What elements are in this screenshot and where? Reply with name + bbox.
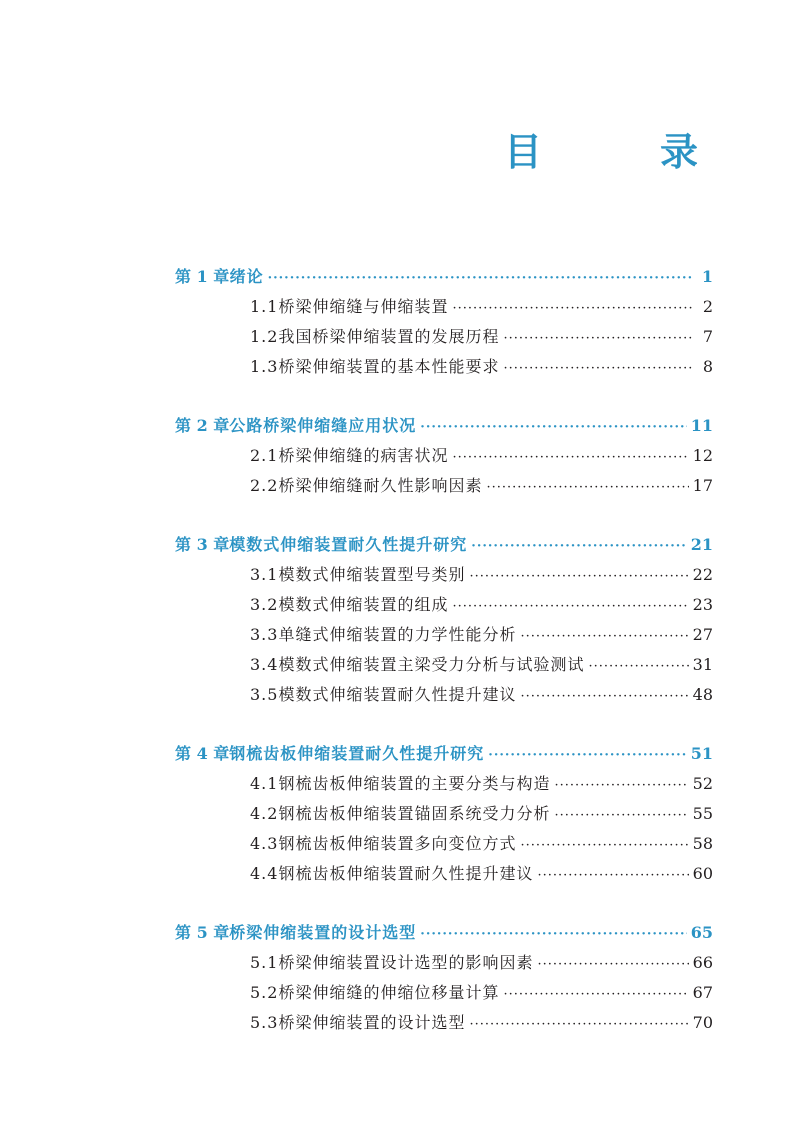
dot-leader [452, 592, 688, 622]
section-number: 4.2 [250, 804, 279, 823]
dot-leader [471, 532, 686, 562]
chapter-block [175, 530, 713, 710]
section-number: 1.3 [250, 357, 279, 376]
section-entry[interactable] [175, 680, 713, 710]
dot-leader [488, 741, 686, 771]
chapter-entry[interactable] [175, 739, 713, 769]
dot-leader [520, 682, 688, 712]
chapter-block [175, 918, 713, 1038]
section-entry[interactable] [175, 799, 713, 829]
section-number: 3.5 [250, 685, 279, 704]
chapter-page-number: 51 [690, 744, 713, 763]
chapter-page-number: 11 [690, 416, 713, 435]
section-page-number: 66 [692, 953, 713, 972]
section-entry[interactable] [175, 352, 713, 382]
chapter-entry[interactable] [175, 411, 713, 441]
section-number: 5.3 [250, 1013, 279, 1032]
section-number: 5.2 [250, 983, 279, 1002]
dot-leader [537, 861, 688, 891]
section-title: 单缝式伸缩装置的力学性能分析 [278, 625, 517, 644]
section-page-number: 58 [692, 834, 713, 853]
chapter-page-number: 21 [690, 535, 713, 554]
section-entry[interactable] [175, 560, 713, 590]
section-title: 模数式伸缩装置的组成 [278, 595, 449, 614]
chapter-block [175, 411, 713, 501]
section-entry[interactable] [175, 322, 713, 352]
chapter-title: 钢梳齿板伸缩装置耐久性提升研究 [229, 744, 485, 763]
section-entry[interactable] [175, 650, 713, 680]
dot-leader [520, 622, 688, 652]
chapter-title: 桥梁伸缩装置的设计选型 [229, 923, 417, 942]
section-title: 桥梁伸缩装置的基本性能要求 [278, 357, 500, 376]
chapter-number: 第 5 章 [175, 923, 230, 942]
section-title: 模数式伸缩装置主梁受力分析与试验测试 [278, 655, 585, 674]
section-page-number: 48 [692, 685, 713, 704]
chapter-entry[interactable] [175, 530, 713, 560]
section-entry[interactable] [175, 829, 713, 859]
chapter-title: 公路桥梁伸缩缝应用状况 [229, 416, 417, 435]
dot-leader [537, 950, 688, 980]
section-entry[interactable] [175, 859, 713, 889]
section-number: 1.2 [250, 327, 279, 346]
dot-leader [452, 294, 693, 324]
section-title: 桥梁伸缩缝耐久性影响因素 [278, 476, 483, 495]
section-title: 桥梁伸缩缝的伸缩位移量计算 [278, 983, 500, 1002]
section-title: 桥梁伸缩装置设计选型的影响因素 [278, 953, 534, 972]
section-entry[interactable] [175, 292, 713, 322]
chapter-number: 第 1 章 [175, 267, 230, 286]
section-page-number: 60 [692, 864, 713, 883]
section-entry[interactable] [175, 471, 713, 501]
dot-leader [503, 354, 693, 384]
section-title: 钢梳齿板伸缩装置多向变位方式 [278, 834, 517, 853]
chapter-entry[interactable] [175, 918, 713, 948]
section-page-number: 27 [692, 625, 713, 644]
section-number: 3.4 [250, 655, 279, 674]
section-page-number: 52 [692, 774, 713, 793]
chapter-block [175, 739, 713, 889]
dot-leader [503, 324, 693, 354]
dot-leader [268, 264, 693, 294]
dot-leader [420, 920, 686, 950]
dot-leader [520, 831, 688, 861]
chapter-number: 第 2 章 [175, 416, 230, 435]
dot-leader [554, 801, 688, 831]
section-entry[interactable] [175, 1008, 713, 1038]
section-page-number: 12 [692, 446, 713, 465]
section-number: 3.1 [250, 565, 279, 584]
section-entry[interactable] [175, 620, 713, 650]
section-page-number: 31 [692, 655, 713, 674]
section-title: 模数式伸缩装置型号类别 [278, 565, 466, 584]
section-number: 2.1 [250, 446, 279, 465]
section-number: 2.2 [250, 476, 279, 495]
section-number: 4.1 [250, 774, 279, 793]
section-page-number: 23 [692, 595, 713, 614]
section-number: 5.1 [250, 953, 279, 972]
page-title: 目 录 [503, 130, 738, 174]
chapter-title: 绪论 [229, 267, 264, 286]
section-page-number: 55 [692, 804, 713, 823]
section-title: 钢梳齿板伸缩装置锚固系统受力分析 [278, 804, 551, 823]
section-title: 桥梁伸缩缝的病害状况 [278, 446, 449, 465]
chapter-page-number: 1 [701, 267, 713, 286]
section-page-number: 70 [692, 1013, 713, 1032]
section-number: 1.1 [250, 297, 279, 316]
chapter-entry[interactable] [175, 262, 713, 292]
chapter-number: 第 4 章 [175, 744, 230, 763]
chapter-page-number: 65 [690, 923, 713, 942]
section-entry[interactable] [175, 590, 713, 620]
section-title: 钢梳齿板伸缩装置的主要分类与构造 [278, 774, 551, 793]
chapter-title: 模数式伸缩装置耐久性提升研究 [229, 535, 468, 554]
chapter-block [175, 262, 713, 382]
section-entry[interactable] [175, 948, 713, 978]
section-page-number: 22 [692, 565, 713, 584]
table-of-contents [175, 262, 713, 1067]
section-number: 3.2 [250, 595, 279, 614]
dot-leader [554, 771, 688, 801]
section-number: 4.3 [250, 834, 279, 853]
dot-leader [486, 473, 688, 503]
section-entry[interactable] [175, 769, 713, 799]
dot-leader [420, 413, 686, 443]
dot-leader [588, 652, 688, 682]
section-number: 4.4 [250, 864, 279, 883]
section-title: 桥梁伸缩缝与伸缩装置 [278, 297, 449, 316]
dot-leader [452, 443, 688, 473]
section-title: 钢梳齿板伸缩装置耐久性提升建议 [278, 864, 534, 883]
section-title: 我国桥梁伸缩装置的发展历程 [278, 327, 500, 346]
chapter-number: 第 3 章 [175, 535, 230, 554]
section-title: 模数式伸缩装置耐久性提升建议 [278, 685, 517, 704]
section-entry[interactable] [175, 978, 713, 1008]
dot-leader [469, 1010, 688, 1040]
section-page-number: 2 [702, 297, 713, 316]
section-page-number: 8 [702, 357, 713, 376]
section-page-number: 7 [702, 327, 713, 346]
section-page-number: 17 [692, 476, 713, 495]
section-title: 桥梁伸缩装置的设计选型 [278, 1013, 466, 1032]
section-number: 3.3 [250, 625, 279, 644]
dot-leader [469, 562, 688, 592]
section-page-number: 67 [692, 983, 713, 1002]
dot-leader [503, 980, 688, 1010]
section-entry[interactable] [175, 441, 713, 471]
